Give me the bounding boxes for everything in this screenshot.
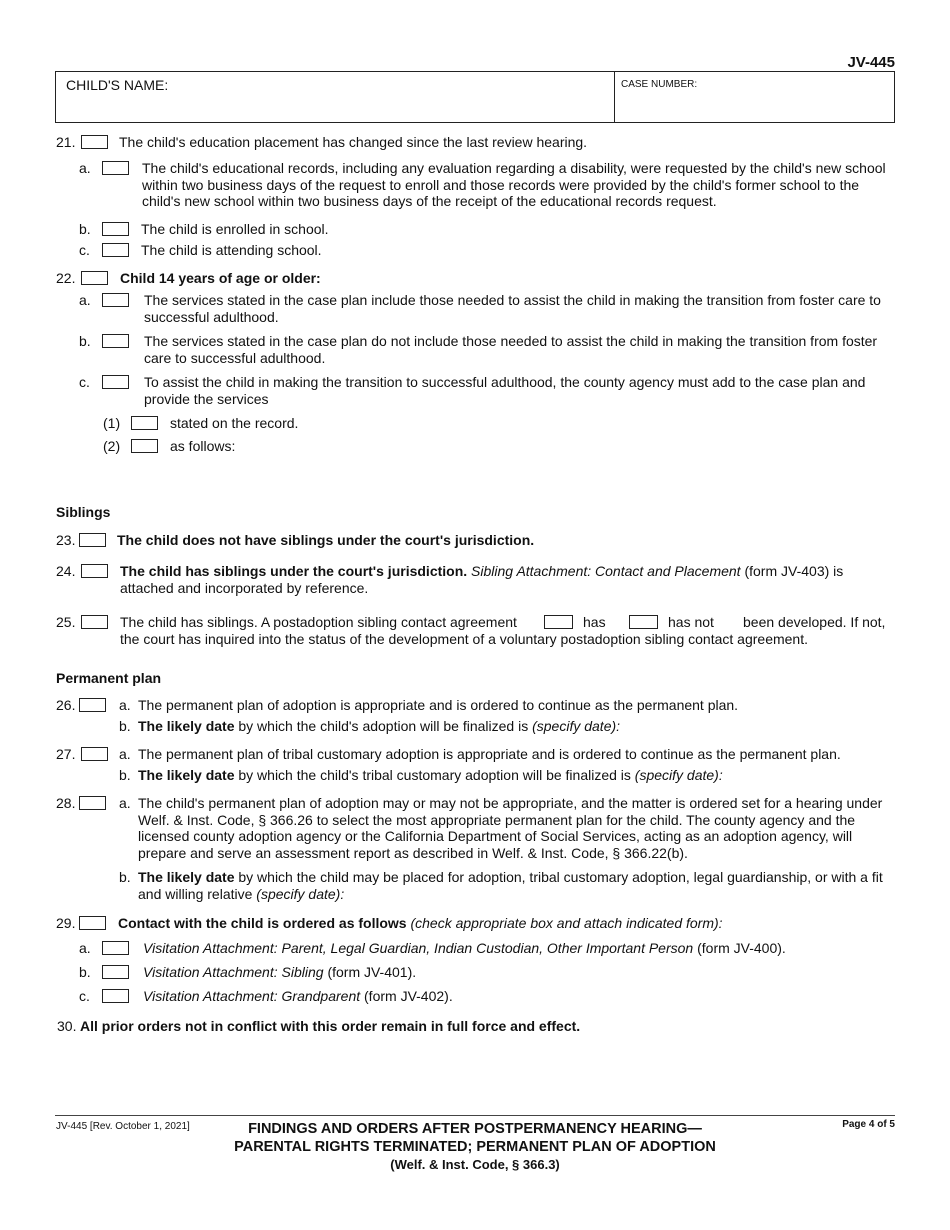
item-28b-italic: (specify date): (256, 885, 345, 902)
item-29-number: 29. (56, 915, 76, 931)
item-29-text (118, 915, 723, 932)
item-26a-text: The permanent plan of adoption is appropriate and is ordered to continue as the permanent plan. (138, 697, 739, 713)
item-27b-label: b. (119, 767, 131, 783)
item-21a-label: a. (79, 160, 91, 176)
item-27a-label: a. (119, 746, 131, 762)
item-26b-italic: (specify date): (532, 718, 621, 734)
footer-revision: JV-445 [Rev. October 1, 2021] (56, 1121, 190, 1132)
item-29-checkbox[interactable] (79, 916, 106, 930)
item-30-text: All prior orders not in conflict with this order remain in full force and effect. (80, 1018, 581, 1034)
item-25-text-2: been developed. If not, (743, 614, 886, 630)
item-26b-body: by which the child's adoption will be finalized is (238, 718, 529, 734)
caption-box (55, 71, 895, 123)
item-25-checkbox[interactable] (81, 615, 108, 629)
item-22c2-text: as follows: (170, 438, 236, 454)
item-28b-body: by which the child may be placed for adoption, tribal customary adoption, legal guardianship, or with a fit and willing relative (138, 869, 883, 902)
item-25-text-3: the court has inquired into the status of the development of a voluntary postadoption sibling contact agreement. (120, 631, 808, 647)
item-29b-label: b. (79, 964, 91, 980)
item-21b-checkbox[interactable] (102, 222, 129, 236)
item-27-number: 27. (56, 746, 76, 762)
item-21c-label: c. (79, 242, 90, 258)
item-22c-checkbox[interactable] (102, 375, 129, 389)
item-21-text: The child's education placement has changed since the last review hearing. (119, 134, 588, 150)
item-26b-label: b. (119, 718, 131, 734)
item-29a-checkbox[interactable] (102, 941, 129, 955)
item-28a-text: The child's permanent plan of adoption may or may not be appropriate, and the matter is ordered set for a hearing under Welf. & Inst. Code, § 366.26 to select the most appropriate permanent plan for the child. The county agency and the licensed county adoption agency or the California Department of Social Services, acting as an adoption agency, will prepare and serve an assessment report as described in Welf. & Inst. Code, § 366.22(b). (138, 795, 883, 861)
item-22c-text: To assist the child in making the transition to successful adulthood, the county agency must add to the case plan and provide the services (144, 374, 866, 407)
item-30-number: 30. (57, 1018, 77, 1034)
item-27b-bold: The likely date (138, 767, 235, 783)
item-26b-bold: The likely date (138, 718, 235, 734)
footer-title-line-3: (Welf. & Inst. Code, § 366.3) (390, 1157, 560, 1172)
item-29b-rest: (form JV-401). (327, 964, 417, 980)
item-22a-checkbox[interactable] (102, 293, 129, 307)
item-29c-rest: (form JV-402). (364, 988, 453, 1004)
item-29c-checkbox[interactable] (102, 989, 129, 1003)
item-26b-text (138, 718, 620, 735)
item-25-has-label: has (583, 614, 606, 630)
item-29b-italic: Visitation Attachment: Sibling (143, 964, 324, 980)
item-24-number: 24. (56, 563, 76, 579)
item-25-has-checkbox[interactable] (544, 615, 573, 629)
item-22-text: Child 14 years of age or older: (120, 270, 321, 286)
footer-title-line-1: FINDINGS AND ORDERS AFTER POSTPERMANENCY HEARING— (248, 1121, 702, 1137)
item-27-checkbox[interactable] (81, 747, 108, 761)
permanent-plan-heading: Permanent plan (56, 670, 162, 686)
item-23-number: 23. (56, 532, 76, 548)
item-29c-label: c. (79, 988, 90, 1004)
item-29c-text (143, 988, 453, 1005)
item-25-has-not-label: has not (668, 614, 714, 630)
item-26-number: 26. (56, 697, 76, 713)
item-26-checkbox[interactable] (79, 698, 106, 712)
item-28-checkbox[interactable] (79, 796, 106, 810)
item-27b-body: by which the child's tribal customary adoption will be finalized is (238, 767, 631, 783)
item-21-number: 21. (56, 134, 76, 150)
item-21b-label: b. (79, 221, 91, 237)
item-22c1-label: (1) (103, 415, 121, 431)
item-22b-checkbox[interactable] (102, 334, 129, 348)
item-27b-text (138, 767, 723, 784)
item-21a-checkbox[interactable] (102, 161, 129, 175)
item-29b-text (143, 964, 416, 981)
footer-title (170, 1120, 780, 1174)
footer-title-line-2: PARENTAL RIGHTS TERMINATED; PERMANENT PLAN OF ADOPTION (234, 1139, 716, 1155)
item-22c2-label: (2) (103, 438, 121, 454)
item-22c-label: c. (79, 374, 90, 390)
item-22b-label: b. (79, 333, 91, 349)
item-29a-text (143, 940, 786, 957)
item-22c1-checkbox[interactable] (131, 416, 158, 430)
item-26a-label: a. (119, 697, 131, 713)
item-29a-italic: Visitation Attachment: Parent, Legal Guardian, Indian Custodian, Other Important Person (143, 940, 694, 956)
item-29-italic: (check appropriate box and attach indicated form): (410, 915, 723, 931)
case-number-label: CASE NUMBER: (621, 79, 698, 90)
item-22a-text: The services stated in the case plan include those needed to assist the child in making the transition from foster care to successful adulthood. (144, 292, 881, 325)
item-24-rest: (form JV-403) is attached and incorporated by reference. (120, 563, 844, 596)
item-22c2-checkbox[interactable] (131, 439, 158, 453)
item-29a-rest: (form JV-400). (697, 940, 786, 956)
item-21a-text: The child's educational records, including any evaluation regarding a disability, were requested by the child's new school within two business days of the request to enroll and those records were provided by the child's former school to the child's new school within two business days of the receipt of the educational records request. (142, 160, 886, 209)
item-22a-label: a. (79, 292, 91, 308)
footer-rule (55, 1115, 895, 1116)
child-name-label: CHILD'S NAME: (66, 77, 169, 93)
item-27b-italic: (specify date): (634, 767, 723, 783)
item-25-text-1: The child has siblings. A postadoption sibling contact agreement (120, 614, 517, 630)
item-27a-text: The permanent plan of tribal customary adoption is appropriate and is ordered to continue as the permanent plan. (138, 746, 841, 762)
item-28b-text (138, 869, 890, 902)
item-28b-label: b. (119, 869, 131, 885)
caption-divider (614, 72, 615, 123)
item-22-number: 22. (56, 270, 76, 286)
item-29-bold: Contact with the child is ordered as follows (118, 915, 407, 931)
item-21b-text: The child is enrolled in school. (141, 221, 329, 237)
siblings-heading: Siblings (56, 504, 111, 520)
form-id: JV-445 (847, 54, 895, 71)
item-24-italic: Sibling Attachment: Contact and Placement (471, 563, 741, 579)
item-21c-checkbox[interactable] (102, 243, 129, 257)
item-23-text: The child does not have siblings under the court's jurisdiction. (117, 532, 535, 548)
item-22b-text: The services stated in the case plan do not include those needed to assist the child in making the transition from foster care to successful adulthood. (144, 333, 878, 366)
item-24-bold: The child has siblings under the court's jurisdiction. (120, 563, 468, 579)
item-24-checkbox[interactable] (81, 564, 108, 578)
item-28b-bold: The likely date (138, 869, 235, 885)
item-25-has-not-checkbox[interactable] (629, 615, 658, 629)
item-28a-label: a. (119, 795, 131, 811)
item-24-text (120, 563, 890, 596)
page-number: Page 4 of 5 (842, 1119, 895, 1130)
item-29b-checkbox[interactable] (102, 965, 129, 979)
item-21c-text: The child is attending school. (141, 242, 322, 258)
item-23-checkbox[interactable] (79, 533, 106, 547)
item-22-checkbox[interactable] (81, 271, 108, 285)
item-28-number: 28. (56, 795, 76, 811)
item-22c1-text: stated on the record. (170, 415, 299, 431)
item-25-number: 25. (56, 614, 76, 630)
item-29a-label: a. (79, 940, 91, 956)
item-29c-italic: Visitation Attachment: Grandparent (143, 988, 361, 1004)
item-21-checkbox[interactable] (81, 135, 108, 149)
